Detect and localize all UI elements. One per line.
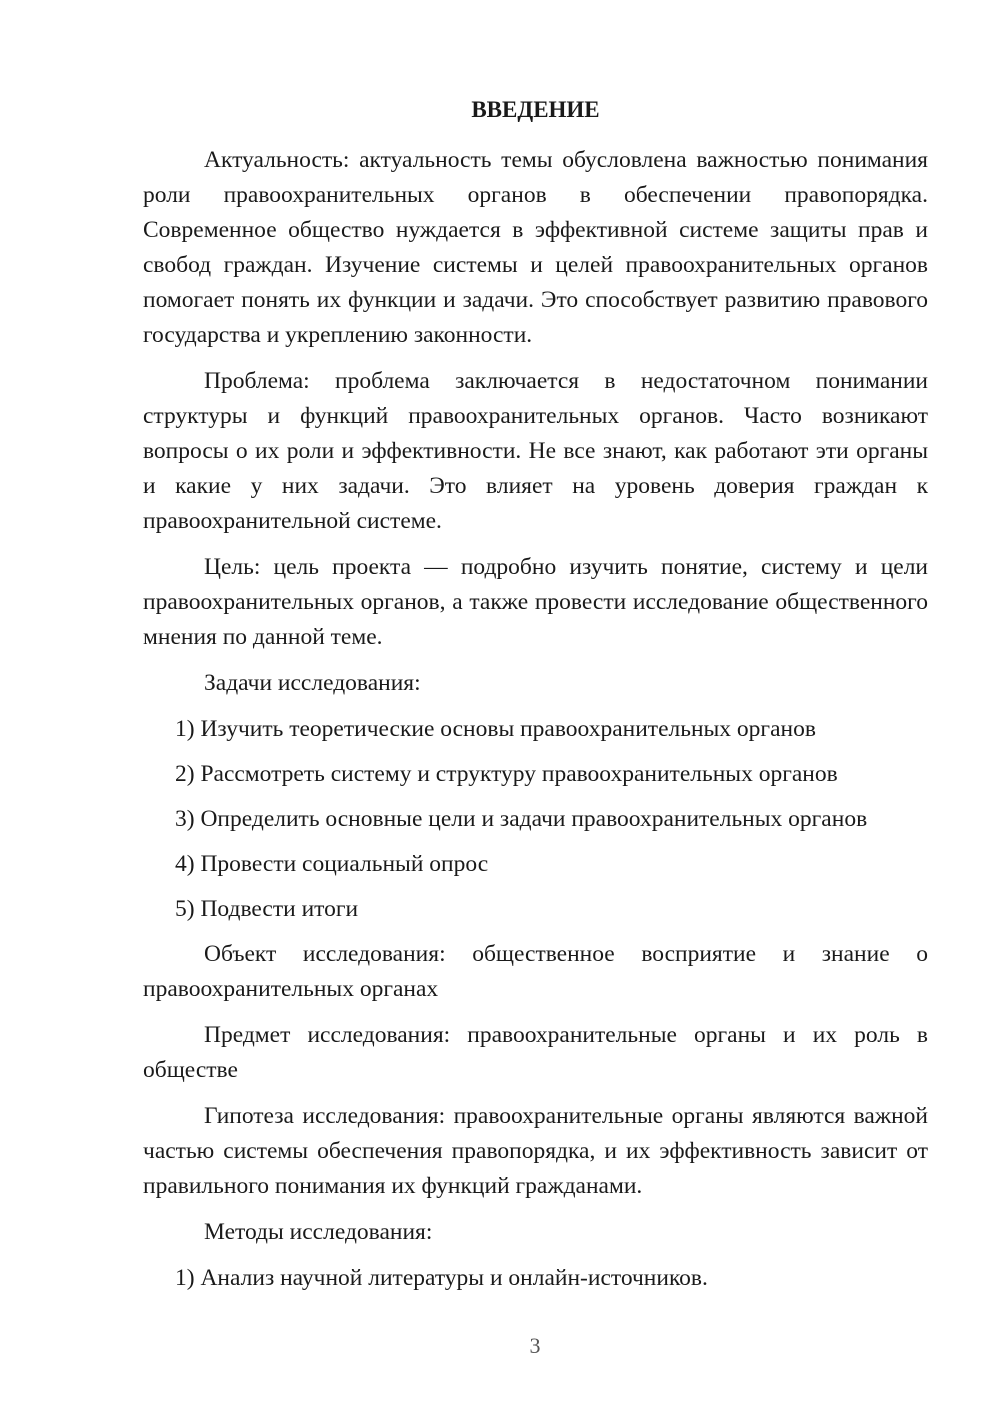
paragraph-goal: Цель: цель проекта — подробно изучить понятие, систему и цели правоохранительных органов, а также провести исследование общественного мнения по данной теме. [143,554,928,650]
list-item: 4) Провести социальный опрос [175,851,489,877]
list-item: 1) Анализ научной литературы и онлайн-источников. [175,1265,708,1291]
list-item: 1) Изучить теоретические основы правоохранительных органов [175,716,816,742]
list-item: 3) Определить основные цели и задачи правоохранительных органов [175,806,868,832]
paragraph-hypothesis: Гипотеза исследования: правоохранительные органы являются важной частью системы обеспечения правопорядка, и их эффективность зависит от правильного понимания их функций гражданами. [143,1103,928,1199]
list-item: 5) Подвести итоги [175,896,359,922]
document-body [143,92,928,1306]
paragraph-object: Объект исследования: общественное восприятие и знание о правоохранительных органах [143,941,928,1002]
methods-heading: Методы исследования: [204,1219,433,1245]
tasks-heading: Задачи исследования: [204,670,421,696]
methods-list [143,1261,928,1296]
paragraph-subject: Предмет исследования: правоохранительные органы и их роль в обществе [143,1022,928,1083]
paragraph-problem: Проблема: проблема заключается в недостаточном понимании структуры и функций правоохранительных органов. Часто возникают вопросы о их роли и эффективности. Не все знают, как работают эти органы и какие у них задачи. Это влияет на уровень доверия граждан к правоохранительной системе. [143,368,928,534]
section-title: ВВЕДЕНИЕ [471,97,600,122]
paragraph-relevance: Актуальность: актуальность темы обусловлена важностью понимания роли правоохранительных органов в обеспечении правопорядка. Современное общество нуждается в эффективной системе защиты прав и свобод граждан. Изучение системы и целей правоохранительных органов помогает понять их функции и задачи. Это способствует развитию правового государства и укреплению законности. [143,147,928,348]
page-number: 3 [529,1333,541,1358]
tasks-list [143,712,928,927]
list-item: 2) Рассмотреть систему и структуру правоохранительных органов [175,761,838,787]
